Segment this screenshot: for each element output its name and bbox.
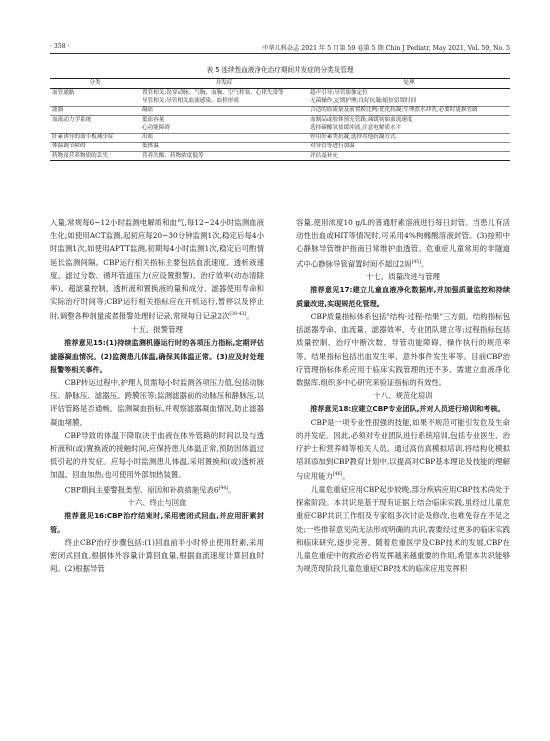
paragraph-text: 入量,常规每6~12小时监测电解质和血气,每12~24小时监测血液生化;如使用ACT监测,起初应每20~30分钟监测1次,稳定后每4小时监测1次,如使用APTT监测,初期每4小时监测1次,稳定后可酌情延长监测间隔。CBP运行相关指标主要包括血流速度、透析液速度、滤过分数、循环管道压力(应设置报警)、治疗效率(动态清除率)、超滤量控制、透析液和置换液的量和成分、滤器使用寿命和实际治疗时间等;CBP运行相关指标应在开机运行,暂停以及停止时,调整各种剂量或者报警处理时记录,常规每日记录2次 — [50, 218, 264, 321]
table-cell-management: 停用肝素类抗凝,选择其他抗凝方式 — [308, 133, 510, 142]
body-paragraph: CBP期间主要警报类型、原因和补救措施见表6[44]。 — [64, 485, 236, 494]
table-cell-management: 超声引导;导管影像定位 — [308, 89, 510, 98]
section-heading-text: 十八、规范化培训 — [373, 391, 433, 401]
running-header — [50, 42, 510, 54]
table-cell-complication: 营养失衡、药物浓度低等 — [140, 152, 308, 161]
body-paragraph: CBP是一项专业性很强的技能,如果不规范可能引发危及生命的并发症。因此,必须对专业团队进行系统培训,包括专业医生、治疗护士和营养师等相关人员。通过高仿真模拟培训,将结构化模拟培训添加到CBP教育计划中,以提高对CBP基本理论及技能的理解与应用能力[46]。 — [296, 417, 510, 481]
section-heading-text: 十六、终止与回血 — [127, 498, 187, 508]
paragraph-text: CBP是一项专业性很强的技能,如果不规范可能引发危及生命的并发症。因此,必须对专业团队进行系统培训,包括专业医生、治疗护士和营养师等相关人员。通过高仿真模拟培训,将结构化模拟培训添加到CBP教育计划中,以提高对CBP基本理论及技能的理解与应用能力 — [296, 417, 510, 481]
column-header-management: 处理 — [308, 79, 510, 89]
table-caption: 表 5 连续性血液净化治疗期间并发症的分类及管理 — [206, 66, 354, 74]
table-row — [50, 106, 510, 115]
section-heading — [50, 496, 264, 509]
journal-citation: 中华儿科杂志 2021 年 5 月第 59 卷第 5 期 Chin J Pediatr, May 2021, Vol. 59, No. 5 — [262, 45, 510, 52]
paragraph-text: CBP转运过程中,护理人员需每小时监测各项压力值,包括动脉压、静脉压、滤器压、跨膜压等;监测滤器前的动脉压和静脉压,以评估管路是否通畅。监测凝血指标,并观察滤器凝血情况,防止滤器凝血堵膜。 — [50, 377, 264, 427]
column-header-complication: 并发症 — [140, 79, 308, 89]
table-row — [50, 124, 510, 133]
table-row — [50, 133, 510, 142]
table-cell-complication: 凝血 — [140, 106, 308, 115]
citation-reference: [44] — [218, 485, 229, 491]
table-cell-category: 滤器 — [50, 106, 140, 115]
table-cell-category — [50, 124, 140, 133]
table-cell-category: 体温调节障碍 — [50, 142, 140, 151]
recommendation-text: 推荐意见18:应建立CBP专业团队,并对人员进行培训和考核。 — [310, 404, 505, 414]
table-cell-management: 评估及补充 — [308, 152, 510, 161]
citation-reference: [38-43] — [229, 312, 247, 318]
table-header-row — [50, 79, 510, 89]
table-cell-category: 药物及营养物质的丢失 — [50, 152, 140, 161]
paragraph-text: 容量,使用浓度10 g/L的普通肝素溶液进行每日封管。当患儿有活动性出血或HIT等情况时,可采用4%枸橼酸溶液封管。(3)按照中心静脉导管维护指南日常维护血透管。危重症儿童常用的非隧道式中心静脉导管留置时间不超过2周 — [296, 218, 510, 269]
section-heading — [50, 323, 264, 336]
table-row — [50, 142, 510, 151]
table-cell-complication: 导管相关:导管相关血流感染、血栓形成 — [142, 98, 239, 105]
table-cell-management: 对导管等进行加温 — [308, 142, 510, 151]
body-paragraph — [50, 376, 264, 429]
section-heading — [296, 270, 510, 283]
paragraph-text: CBP导致的体温下降取决于血液在体外管路的时间以及与透析液和(或)置换液的接触时间,应保持患儿体温正常,预防因体温过低引起的并发症。应每小时监测患儿体温,采用置换和(或)透析液加温、回血加热;也可使用外部加热装置。 — [50, 430, 264, 480]
recommendation — [50, 509, 264, 535]
body-paragraph: 容量,使用浓度10 g/L的普通肝素溶液进行每日封管。当患儿有活动性出血或HIT等情况时,可采用4%枸橼酸溶液封管。(3)按照中心静脉导管维护指南日常维护血透管。危重症儿童常用的非隧道式中心静脉导管留置时间不超过2周[45]。 — [296, 218, 510, 269]
table-row — [50, 89, 510, 98]
section-heading-text: 十五、报警管理 — [131, 325, 183, 335]
citation-reference: [45] — [411, 259, 422, 265]
recommendation — [50, 336, 264, 376]
body-paragraph: 入量,常规每6~12小时监测电解质和血气,每12~24小时监测血液生化;如使用ACT监测,起初应每20~30分钟监测1次,稳定后每4小时监测1次,如使用APTT监测,初期每4小时监测1次,稳定后可酌情延长监测间隔。CBP运行相关指标主要包括血流速度、透析液速度、滤过分数、循环管道压力(应设置报警)、治疗效率(动态清除率)、超滤量控制、透析液和置换液的量和成分、滤器使用寿命和实际治疗时间等;CBP运行相关指标应在开机运行,暂停以及停止时,调整各种剂量或者报警处理时记录,常规每日记录2次[38-43]。 — [50, 218, 264, 321]
complications-table — [50, 78, 510, 161]
recommendation-text: 推荐意见17:建立儿童血液净化数据库,并加强质量监控和持续质量改进,实现规范化管理。 — [296, 285, 510, 308]
page-number: · 358 · — [50, 43, 70, 50]
left-column — [50, 216, 264, 575]
table-cell-category — [50, 98, 140, 107]
body-paragraph — [50, 536, 264, 576]
table-cell-complication: 心功能障碍 — [142, 124, 170, 131]
table-row — [50, 98, 510, 107]
table-cell-complication: 低体温 — [140, 142, 308, 151]
citation-reference: [46] — [332, 472, 343, 478]
paragraph-text: 终止CBP治疗步骤包括:(1)回血前半小时停止使用肝素,采用密闭式回血,根据体外容量计算回血量,根据血流速度计算回血时间。(2)根据导管 — [50, 537, 264, 574]
recommendation-text: 推荐意见16:CBP治疗结束时,采用密闭式回血,并应用肝素封管。 — [50, 511, 264, 534]
section-heading — [296, 389, 510, 402]
recommendation — [296, 283, 510, 309]
table-cell-complication: 置管相关:误穿动脉、气胸、血胸、空气栓塞、心律失常等 — [140, 89, 308, 98]
column-header-category: 分类 — [50, 79, 140, 89]
table-cell-category: 血流动力学系统 — [50, 116, 140, 125]
recommendation — [296, 402, 510, 415]
table-cell-complication: 出血 — [140, 133, 308, 142]
table-cell-complication: 低血容量 — [140, 116, 308, 125]
table-cell-management: 合适的血流量及前置换比例;优化抗凝;生理盐水冲洗,必要时更换管路 — [308, 106, 510, 115]
table-cell-category: 血管通路 — [50, 89, 140, 98]
paragraph-text: 儿童危重症应用CBP起步较晚,部分疾病应用CBP技术尚处于探索阶段。本共识是基于现有证据上结合临床实践,虽经过儿童危重症CBP共识工作组及专家组多次讨论及修改,也难免存在不足之处;一些推荐意见尚无法形成明确的共识,需要经过更多的临床实践和临床研究,逐步完善。随着危重医学及CBP技术的发展,CBP在儿童危重症中的救治必将发挥越来越重要的作用,希望本共识能够为规范现阶段儿童危重症CBP技术的临床应用发挥积 — [296, 485, 510, 574]
body-paragraph — [296, 310, 510, 389]
body-paragraph — [296, 483, 510, 575]
paragraph-text: CBP质量指标体系包括"结构-过程-结果"三方面。结构指标包括滤器寿命、血流量、滤器效率、专业团队建立等;过程指标包括质量控制、治疗中断次数、导管功能障碍、操作执行的规范率等。结果指标包括出血发生率、意外事件发生率等。目前CBP治疗管理指标体系应用于临床实践管理的还不多。需建立血液净化数据库,组织多中心研究来验证指标的有效性。 — [296, 311, 510, 387]
body-paragraph — [50, 429, 264, 482]
table-row — [50, 152, 510, 161]
table-row — [50, 116, 510, 125]
table-cell-management: 血制品或胶体预充管路;减缓初始血流速度 — [308, 116, 510, 125]
table-cell-management: 选择碳酸氢盐缓冲液,注意电解质水平 — [310, 124, 402, 131]
table-cell-management: 无菌操作,定期护理;良好抗凝;缩短留置时间 — [310, 98, 417, 105]
section-heading-text: 十七、质量改进与管理 — [366, 272, 440, 282]
right-column — [296, 216, 510, 575]
table-cell-category: 肝素诱导的血小板减少症 — [50, 133, 140, 142]
paragraph-text: CBP期间主要警报类型、原因和补救措施见表6 — [64, 485, 219, 494]
recommendation-text: 推荐意见15:(1)持续监测机器运行时的各项压力指标,定期评估滤器凝血情况。(2)监测患儿体温,确保其体温正常。(3)应及时处理报警等相关事件。 — [50, 338, 264, 374]
